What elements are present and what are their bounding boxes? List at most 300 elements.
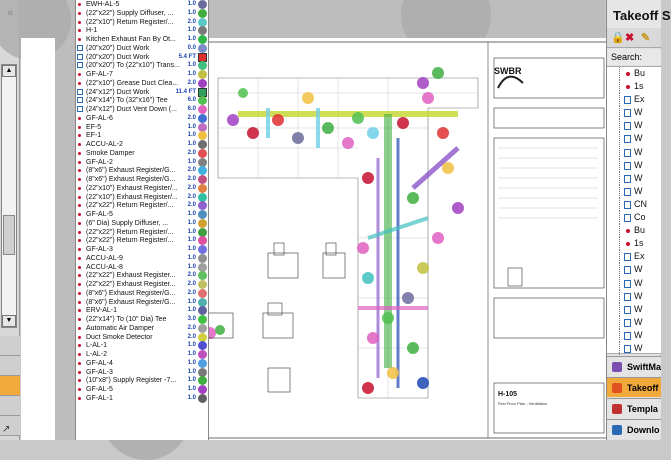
tree-connector <box>619 185 620 198</box>
takeoff-item-name: ACCU-AL-8 <box>86 263 123 271</box>
takeoff-item[interactable] <box>76 166 208 175</box>
left-tab-3[interactable] <box>0 396 20 416</box>
color-swatch[interactable] <box>198 61 207 70</box>
drawing-svg <box>198 38 614 440</box>
takeoff-item-name: (24"x12") Duct Vent Down (... <box>86 106 177 113</box>
tree-item[interactable] <box>607 303 661 316</box>
panel-tab[interactable] <box>607 356 661 376</box>
takeoff-item-name: (10"x8") Supply Register -7... <box>86 377 177 385</box>
tree-item-label: Ex <box>634 251 645 262</box>
tree-item-label: W <box>634 342 643 353</box>
takeoff-item[interactable] <box>76 123 208 132</box>
color-swatch[interactable] <box>198 263 207 272</box>
takeoff-item[interactable] <box>76 26 208 35</box>
takeoff-item-name: L-AL-2 <box>86 351 108 358</box>
takeoff-item-name: ERV-AL-1 <box>86 307 117 315</box>
tree-item[interactable] <box>607 290 661 303</box>
takeoff-item-name: (22"x22") Return Register/... <box>86 202 174 210</box>
takeoff-item[interactable] <box>76 228 208 237</box>
takeoff-item[interactable] <box>76 359 208 368</box>
tree-connector <box>619 132 620 145</box>
tree-connector <box>619 80 620 93</box>
color-swatch[interactable] <box>198 219 207 228</box>
count-marker-icon <box>78 178 81 181</box>
takeoff-item[interactable] <box>76 263 208 272</box>
takeoff-item-name: EWH-AL-5 <box>86 1 120 8</box>
panel-tab[interactable] <box>607 377 661 397</box>
panel-tab-label: Takeoff <box>627 383 659 393</box>
expand-icon[interactable]: ↗ <box>2 424 11 435</box>
tree-item-label: W <box>634 290 643 301</box>
takeoff-item[interactable] <box>76 44 208 53</box>
page-icon <box>624 293 631 301</box>
takeoff-item-quantity: 1.0 <box>187 246 196 252</box>
takeoff-item-quantity: 1.0 <box>187 307 196 314</box>
takeoff-item[interactable] <box>76 131 208 140</box>
tree-connector <box>619 250 620 263</box>
panel-tab[interactable] <box>607 398 661 418</box>
takeoff-item-quantity: 2.0 <box>187 289 196 296</box>
takeoff-item[interactable] <box>76 350 208 359</box>
count-marker-icon <box>78 213 81 216</box>
takeoff-item[interactable] <box>76 210 208 219</box>
tree-connector <box>619 303 620 316</box>
color-swatch[interactable] <box>198 306 207 315</box>
takeoff-item[interactable] <box>76 271 208 280</box>
color-swatch[interactable] <box>198 193 207 202</box>
takeoff-item[interactable] <box>76 193 208 202</box>
color-swatch[interactable] <box>198 18 207 27</box>
left-tab-1[interactable] <box>0 336 20 356</box>
takeoff-item-name: Smoke Damper <box>86 149 135 157</box>
count-marker-icon <box>78 21 81 24</box>
page-icon <box>624 345 631 353</box>
takeoff-item-quantity: 2.0 <box>187 18 196 25</box>
takeoff-item[interactable] <box>76 0 208 9</box>
takeoff-item-name: GF-AL-4 <box>86 359 113 367</box>
tree-item[interactable] <box>607 185 661 198</box>
count-marker-icon <box>78 388 81 391</box>
count-marker-icon <box>78 309 81 312</box>
takeoff-item-quantity: 1.0 <box>187 1 196 7</box>
takeoff-item-quantity: 1.0 <box>187 368 196 375</box>
takeoff-item-name: (8"x6") Exhaust Register/G... <box>86 176 176 183</box>
takeoff-item[interactable] <box>76 315 208 324</box>
tree-connector <box>619 211 620 224</box>
takeoff-item[interactable] <box>76 245 208 254</box>
count-marker-icon <box>78 301 81 304</box>
tree-item-label: W <box>634 316 643 327</box>
tree-item[interactable] <box>607 250 661 263</box>
takeoff-item[interactable] <box>76 280 208 289</box>
count-marker-icon <box>78 12 81 15</box>
color-swatch[interactable] <box>198 254 207 263</box>
color-swatch[interactable] <box>198 149 207 158</box>
takeoff-item-quantity: 1.0 <box>187 394 196 401</box>
page-icon <box>624 253 631 261</box>
page-icon <box>77 62 83 68</box>
page-icon <box>77 45 83 51</box>
takeoff-item[interactable] <box>76 394 208 403</box>
color-swatch[interactable] <box>198 35 207 44</box>
tree-connector <box>619 119 620 132</box>
count-marker-icon <box>78 126 81 129</box>
takeoff-item[interactable] <box>76 254 208 263</box>
color-swatch[interactable] <box>198 175 207 184</box>
color-swatch[interactable] <box>198 88 207 97</box>
color-swatch[interactable] <box>198 184 207 193</box>
takeoff-item[interactable] <box>76 158 208 167</box>
color-swatch[interactable] <box>198 210 207 219</box>
page-icon <box>624 280 631 288</box>
tree-item-label: 1s <box>634 81 644 92</box>
tree-item-label: CN <box>634 198 647 209</box>
takeoff-item-name: ACCU-AL-9 <box>86 254 123 262</box>
tree-item-label: Co <box>634 212 646 223</box>
tree-item-label: W <box>634 120 643 131</box>
tree-item[interactable] <box>607 67 661 80</box>
color-swatch[interactable] <box>198 26 207 35</box>
count-marker-icon <box>78 169 81 172</box>
scroll-down-button[interactable]: ▼ <box>2 315 16 327</box>
takeoff-item-quantity: 1.0 <box>187 132 196 139</box>
left-scrollbar[interactable] <box>1 64 17 328</box>
takeoff-item[interactable] <box>76 35 208 44</box>
tree-item[interactable] <box>607 263 661 276</box>
count-marker-icon <box>78 362 81 365</box>
page-icon <box>624 122 631 130</box>
tree-item[interactable] <box>607 237 661 250</box>
tree-item[interactable] <box>607 211 661 224</box>
color-swatch[interactable] <box>198 131 207 140</box>
tree-item-label: W <box>634 172 643 183</box>
count-marker-icon <box>78 82 81 85</box>
tree-item[interactable] <box>607 80 661 93</box>
takeoff-item[interactable] <box>76 18 208 27</box>
adjacent-sheet <box>21 38 55 440</box>
takeoff-item-quantity: 2.0 <box>187 193 196 200</box>
tree-item-label: 1s <box>634 238 644 249</box>
plan-viewer[interactable] <box>21 0 605 440</box>
color-swatch[interactable] <box>198 236 207 245</box>
count-marker-icon <box>78 38 81 41</box>
page-icon <box>624 201 631 209</box>
firm-logo: SWBR <box>494 66 522 76</box>
takeoff-item[interactable] <box>76 341 208 350</box>
color-swatch[interactable] <box>198 53 207 62</box>
color-swatch[interactable] <box>198 105 207 114</box>
tree-item[interactable] <box>607 224 661 237</box>
takeoff-item-quantity: 1.0 <box>187 211 196 217</box>
page-icon <box>624 175 631 183</box>
scroll-up-button[interactable]: ▲ <box>2 65 16 77</box>
takeoff-item-name: (22"x22") Exhaust Register... <box>86 281 176 288</box>
color-swatch[interactable] <box>198 166 207 175</box>
left-tab-2[interactable] <box>0 356 20 376</box>
page-icon <box>77 54 83 60</box>
tree-item[interactable] <box>607 146 661 159</box>
color-swatch[interactable] <box>198 201 207 210</box>
color-swatch[interactable] <box>198 140 207 149</box>
count-marker-icon <box>78 134 81 137</box>
takeoff-item-quantity: 1.0 <box>187 62 196 69</box>
takeoff-item-name: GF-AL-1 <box>86 394 113 402</box>
takeoff-item[interactable] <box>76 9 208 18</box>
takeoff-item[interactable] <box>76 105 208 114</box>
takeoff-item-name: (22"x22") Supply Diffuser, ... <box>86 9 174 17</box>
color-swatch[interactable] <box>198 245 207 254</box>
drawing-sheet[interactable] <box>197 38 613 440</box>
tree-item[interactable] <box>607 198 661 211</box>
color-swatch[interactable] <box>198 350 207 359</box>
takeoff-item-quantity: 2.0 <box>187 149 196 156</box>
count-marker-icon <box>78 397 81 400</box>
takeoff-item-quantity: 2.0 <box>187 184 196 191</box>
count-marker-icon <box>78 231 81 234</box>
tree-item[interactable] <box>607 132 661 145</box>
takeoff-item-quantity: 5.4 FT <box>178 53 196 60</box>
color-swatch[interactable] <box>198 79 207 88</box>
tree-item-label: W <box>634 107 643 118</box>
count-marker-icon <box>78 257 81 260</box>
takeoff-item-quantity: 1.0 <box>187 237 196 244</box>
count-marker-icon <box>78 73 81 76</box>
tree-item-label: W <box>634 159 643 170</box>
takeoff-item-quantity: 2.0 <box>187 167 196 174</box>
count-marker-icon <box>78 161 81 164</box>
takeoff-item[interactable] <box>76 149 208 158</box>
color-swatch[interactable] <box>198 158 207 167</box>
folder-marker-icon <box>626 242 630 246</box>
takeoff-item[interactable] <box>76 333 208 342</box>
tree-item-label: W <box>634 264 643 275</box>
count-marker-icon <box>78 353 81 356</box>
takeoff-item-quantity: 1.0 <box>187 71 196 77</box>
count-marker-icon <box>78 248 81 251</box>
color-swatch[interactable] <box>198 123 207 132</box>
takeoff-list[interactable] <box>75 0 209 440</box>
tree-item[interactable] <box>607 316 661 329</box>
page-icon <box>624 266 631 274</box>
lock-icon[interactable]: 🔒 <box>611 32 625 44</box>
page-icon <box>624 188 631 196</box>
takeoff-tree[interactable] <box>607 66 661 354</box>
takeoff-item[interactable] <box>76 236 208 245</box>
tree-item-label: W <box>634 146 643 157</box>
scroll-thumb[interactable] <box>3 215 15 255</box>
takeoff-item-name: Kitchen Exhaust Fan By Ot... <box>86 36 176 43</box>
folder-marker-icon <box>626 85 630 89</box>
tree-connector <box>619 198 620 211</box>
count-marker-icon <box>78 274 81 277</box>
left-tab-active[interactable] <box>0 376 20 396</box>
tree-item[interactable] <box>607 342 661 355</box>
color-swatch[interactable] <box>198 376 207 385</box>
takeoff-panel <box>606 0 671 440</box>
takeoff-item-quantity: 0.0 <box>187 44 196 51</box>
page-icon <box>624 162 631 170</box>
count-marker-icon <box>78 196 81 199</box>
color-swatch[interactable] <box>198 333 207 342</box>
takeoff-item-name: ACCU-AL-2 <box>86 141 123 148</box>
takeoff-item[interactable] <box>76 140 208 149</box>
takeoff-item[interactable] <box>76 385 208 394</box>
takeoff-item-name: GF-AL-6 <box>86 114 113 122</box>
count-marker-icon <box>78 117 81 120</box>
tree-connector <box>619 237 620 250</box>
takeoff-item-name: (8"x6") Exhaust Register/G... <box>86 298 176 306</box>
takeoff-item[interactable] <box>76 79 208 88</box>
color-swatch[interactable] <box>198 0 207 9</box>
folder-marker-icon <box>626 72 630 76</box>
takeoff-item-name: Automatic Air Damper <box>86 324 155 332</box>
color-swatch[interactable] <box>198 341 207 350</box>
tree-item[interactable] <box>607 172 661 185</box>
takeoff-item[interactable] <box>76 201 208 210</box>
takeoff-item-quantity: 1.0 <box>187 27 196 34</box>
tree-item-label: Bu <box>634 225 646 236</box>
takeoff-item[interactable] <box>76 175 208 184</box>
count-marker-icon <box>78 344 81 347</box>
tree-item-label: Bu <box>634 68 646 78</box>
panel-tab[interactable] <box>607 419 661 439</box>
takeoff-item-quantity: 1.0 <box>187 377 196 384</box>
tree-connector <box>619 172 620 185</box>
color-swatch[interactable] <box>198 70 207 79</box>
takeoff-item[interactable] <box>76 61 208 70</box>
tree-connector <box>619 159 620 172</box>
takeoff-item[interactable] <box>76 368 208 377</box>
takeoff-item-quantity: 2.0 <box>187 114 196 121</box>
page-icon <box>624 319 631 327</box>
color-swatch[interactable] <box>198 271 207 280</box>
tree-connector <box>619 67 620 80</box>
takeoff-item-name: (22"x10") Exhaust Register/... <box>86 184 178 192</box>
panel-title: Takeoff S <box>607 0 661 28</box>
tree-item[interactable] <box>607 119 661 132</box>
color-swatch[interactable] <box>198 385 207 394</box>
count-marker-icon <box>78 204 81 207</box>
takeoff-item[interactable] <box>76 298 208 307</box>
takeoff-item-quantity: 1.0 <box>187 298 196 305</box>
left-tab-stack <box>0 336 20 436</box>
color-swatch[interactable] <box>198 368 207 377</box>
count-marker-icon <box>78 239 81 242</box>
tree-item[interactable] <box>607 277 661 290</box>
tree-item[interactable] <box>607 106 661 119</box>
takeoff-item-name: EF-5 <box>86 123 102 131</box>
takeoff-item-name: (20"x20") Duct Work <box>86 44 150 52</box>
takeoff-item-quantity: 1.0 <box>187 359 196 366</box>
takeoff-item-quantity: 2.0 <box>187 324 196 331</box>
count-marker-icon <box>78 222 81 225</box>
takeoff-item-name: (22"x10") Return Register/... <box>86 18 174 26</box>
tree-item-label: W <box>634 329 643 340</box>
takeoff-item[interactable] <box>76 289 208 298</box>
count-marker-icon <box>78 29 81 32</box>
takeoff-item-name: (20"x20") To (22"x10") Trans... <box>86 62 180 70</box>
takeoff-item[interactable] <box>76 376 208 385</box>
takeoff-item-name: Duct Smoke Detector <box>86 333 153 341</box>
tree-item[interactable] <box>607 329 661 342</box>
page-icon <box>624 306 631 314</box>
tree-connector <box>619 146 620 159</box>
page-icon <box>624 332 631 340</box>
takeoff-item-name: (8"x6") Exhaust Register/G... <box>86 289 176 297</box>
color-swatch[interactable] <box>198 315 207 324</box>
takeoff-item-name: GF-AL-3 <box>86 246 113 253</box>
takeoff-item-quantity: 1.0 <box>187 342 196 349</box>
takeoff-item[interactable] <box>76 184 208 193</box>
color-swatch[interactable] <box>198 298 207 307</box>
color-swatch[interactable] <box>198 228 207 237</box>
page-icon <box>624 135 631 143</box>
takeoff-item[interactable] <box>76 219 208 228</box>
takeoff-item[interactable] <box>76 96 208 105</box>
panel-toolbar <box>607 28 661 48</box>
takeoff-item[interactable] <box>76 324 208 333</box>
takeoff-item-name: GF-AL-2 <box>86 158 113 166</box>
takeoff-item-name: (22"x22") Return Register/... <box>86 237 174 245</box>
edit-icon[interactable]: ✎ <box>641 32 651 44</box>
color-swatch[interactable] <box>198 394 207 403</box>
takeoff-item-name: (20"x20") Duct Work <box>86 53 150 61</box>
takeoff-item-quantity: 2.0 <box>187 79 196 86</box>
panel-tab-label: SwiftMa <box>627 362 662 372</box>
color-swatch[interactable] <box>198 96 207 105</box>
takeoff-item-quantity: 1.0 <box>187 36 196 42</box>
page-icon <box>624 149 631 157</box>
tree-connector <box>619 93 620 106</box>
tree-connector <box>619 277 620 290</box>
takeoff-item[interactable] <box>76 306 208 315</box>
tab-icon <box>612 383 622 393</box>
takeoff-item-name: (8"x6") Exhaust Register/G... <box>86 167 176 175</box>
page-icon <box>624 96 631 104</box>
panel-tab-label: Templa <box>627 404 658 414</box>
color-swatch[interactable] <box>198 114 207 123</box>
color-swatch[interactable] <box>198 9 207 18</box>
color-swatch[interactable] <box>198 44 207 53</box>
tree-connector <box>619 224 620 237</box>
count-marker-icon <box>78 327 81 330</box>
color-swatch[interactable] <box>198 280 207 289</box>
color-swatch[interactable] <box>198 289 207 298</box>
takeoff-item-name: GF-AL-5 <box>86 386 113 393</box>
takeoff-item-quantity: 1.0 <box>187 386 196 392</box>
tree-item[interactable] <box>607 159 661 172</box>
takeoff-item[interactable] <box>76 53 208 62</box>
count-marker-icon <box>78 187 81 190</box>
page-icon <box>624 109 631 117</box>
count-marker-icon <box>78 143 81 146</box>
takeoff-item[interactable] <box>76 70 208 79</box>
takeoff-item-quantity: 2.0 <box>187 202 196 209</box>
takeoff-item-quantity: 1.0 <box>187 219 196 226</box>
tree-item[interactable] <box>607 93 661 106</box>
color-swatch[interactable] <box>198 359 207 368</box>
delete-icon[interactable]: ✖ <box>625 32 635 44</box>
takeoff-item[interactable] <box>76 114 208 123</box>
color-swatch[interactable] <box>198 324 207 333</box>
takeoff-item-quantity: 1.0 <box>187 254 196 261</box>
count-marker-icon <box>78 3 81 6</box>
takeoff-item-quantity: 11.4 FT <box>175 88 196 95</box>
takeoff-item-name: (22"x14") To (10" Dia) Tee <box>86 316 167 323</box>
takeoff-item-name: H-1 <box>86 27 98 35</box>
takeoff-item[interactable] <box>76 88 208 97</box>
takeoff-item-name: (24"x12") Duct Work <box>86 88 150 96</box>
